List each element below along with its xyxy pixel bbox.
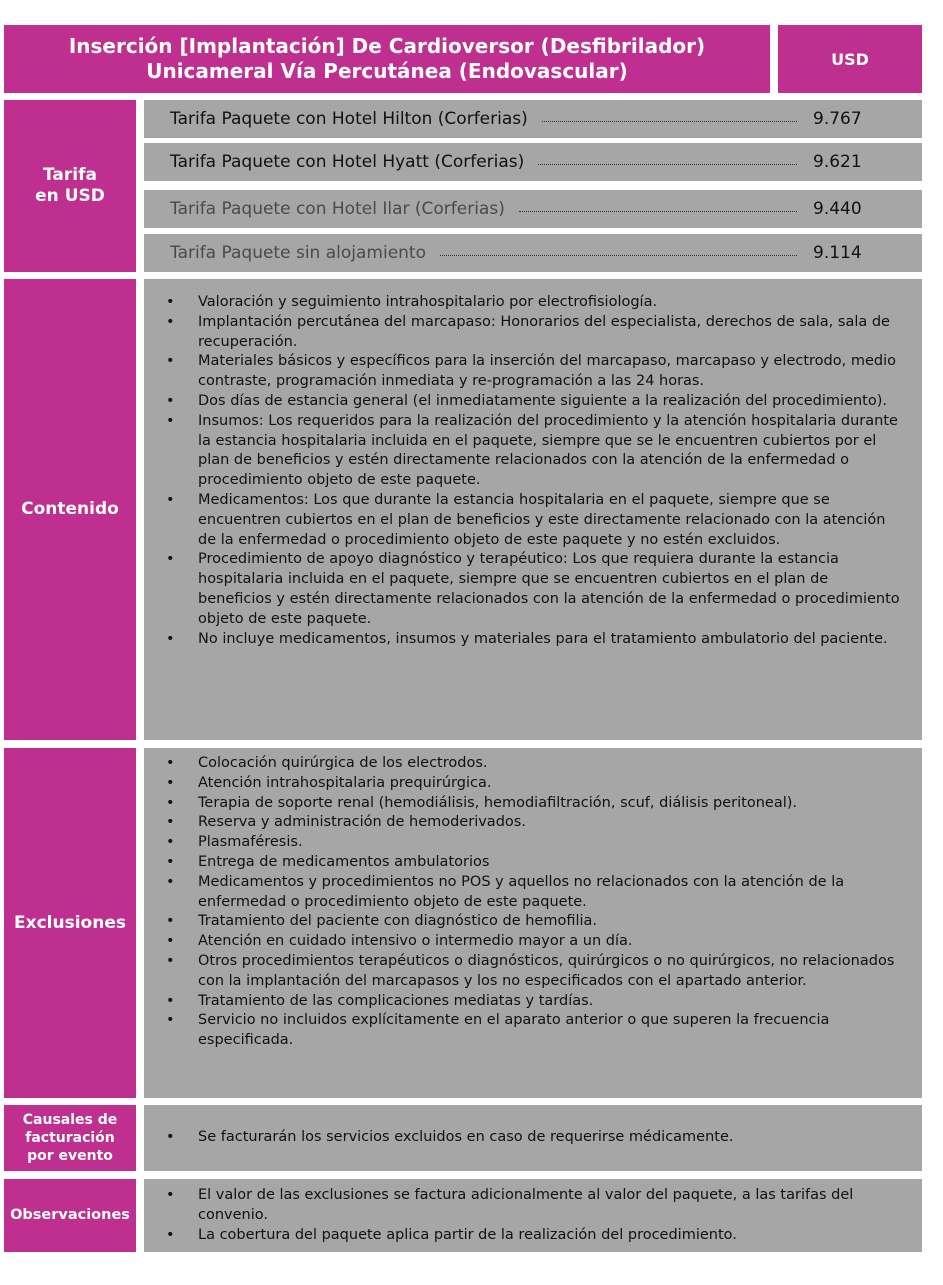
contenido-label: Contenido [4,279,136,740]
causales-list [152,1128,734,1148]
list-item: • Implantación percutánea del marcapaso: Honorarios del especialista, derechos de sala, sala de recuperación. [152,313,906,353]
rate-value: 9.114 [813,243,862,263]
rate-value: 9.440 [813,199,862,219]
list-item: • Materiales básicos y específicos para la inserción del marcapaso, marcapaso y electrodo, medio contraste, programación inmediata y re-programación a las 24 horas. [152,352,906,392]
list-item: • Servicio no incluidos explícitamente en el aparato anterior o que superen la frecuencia especificada. [152,1011,906,1051]
list-item: • Atención en cuidado intensivo o intermedio mayor a un día. [152,932,906,952]
dotted-leader [440,254,797,256]
list-item: • Colocación quirúrgica de los electrodos. [152,754,906,774]
currency-header: USD [778,25,922,93]
list-item: • Entrega de medicamentos ambulatorios [152,853,906,873]
causales-label-line3: por evento [27,1148,113,1164]
list-item: • Tratamiento de las complicaciones mediatas y tardías. [152,992,906,1012]
rate-name: Tarifa Paquete con Hotel Hilton (Corferias) [170,109,528,129]
rate-value: 9.767 [813,109,862,129]
observaciones-label: Observaciones [4,1179,136,1252]
list-item: • Atención intrahospitalaria prequirúrgica. [152,774,906,794]
rate-row-sin-alojamiento [144,234,922,272]
causales-label-line1: Causales de [22,1112,118,1128]
contenido-panel [144,279,922,740]
list-item: • No incluye medicamentos, insumos y materiales para el tratamiento ambulatorio del paciente. [152,630,906,650]
dotted-leader [538,163,797,165]
causales-label [4,1105,136,1171]
rate-name: Tarifa Paquete con Hotel Ilar (Corferias) [170,199,505,219]
observaciones-panel [144,1179,922,1252]
list-item: • Reserva y administración de hemoderivados. [152,813,906,833]
contenido-list [152,293,906,649]
rate-row-ilar [144,190,922,228]
rate-row-hilton [144,100,922,138]
rate-value: 9.621 [813,152,862,172]
list-item: • Medicamentos y procedimientos no POS y aquellos no relacionados con la atención de la enfermedad o procedimiento objeto de este paquete. [152,873,906,913]
causales-panel [144,1105,922,1171]
list-item: • Terapia de soporte renal (hemodiálisis, hemodiafiltración, scuf, diálisis peritoneal). [152,794,906,814]
exclusiones-list [152,754,906,1051]
package-title [4,25,770,93]
list-item: • El valor de las exclusiones se factura adicionalmente al valor del paquete, a las tarifas del convenio. [152,1186,906,1226]
causales-label-line2: facturación [25,1130,115,1146]
package-title-line1: Inserción [Implantación] De Cardioversor (Desfibrilador) [68,34,706,58]
list-item: • Tratamiento del paciente con diagnóstico de hemofilia. [152,912,906,932]
exclusiones-panel [144,748,922,1098]
list-item: • Dos días de estancia general (el inmediatamente siguiente a la realización del procedimiento). [152,392,906,412]
list-item: • Procedimiento de apoyo diagnóstico y terapéutico: Los que requiera durante la estancia hospitalaria incluida en el paquete, siempre que se encuentren cubiertos en el plan de beneficios y estén directamente relacionados con la atención de la enfermedad o procedimiento objeto de este paquete. [152,550,906,629]
list-item: • Otros procedimientos terapéuticos o diagnósticos, quirúrgicos o no quirúrgicos, no relacionados con la implantación del marcapasos y los no especificados con el apartado anterior. [152,952,906,992]
tarifa-label-line2: en USD [35,186,105,206]
rate-name: Tarifa Paquete con Hotel Hyatt (Corferias) [170,152,525,172]
tarifa-label-line1: Tarifa [43,165,97,185]
list-item: • Insumos: Los requeridos para la realización del procedimiento y la atención hospitalaria durante la estancia hospitalaria incluida en el paquete, siempre que se le encuentren cubiertos por el plan de beneficios y estén directamente relacionados con la atención de la enfermedad o procedimiento objeto de este paquete. [152,412,906,491]
list-item: • Valoración y seguimiento intrahospitalario por electrofisiología. [152,293,906,313]
list-item: • Plasmaféresis. [152,833,906,853]
dotted-leader [519,210,797,212]
dotted-leader [542,120,797,122]
package-title-line2: Unicameral Vía Percutánea (Endovascular) [146,59,628,83]
observaciones-list [152,1186,906,1245]
rate-row-hyatt [144,143,922,181]
exclusiones-label: Exclusiones [4,748,136,1098]
tarifa-label [4,100,136,272]
list-item: • Se facturarán los servicios excluidos en caso de requerirse médicamente. [152,1128,734,1148]
rate-name: Tarifa Paquete sin alojamiento [170,243,426,263]
list-item: • Medicamentos: Los que durante la estancia hospitalaria en el paquete, siempre que se encuentren cubiertos en el plan de beneficios y este directamente relacionado con la atención de la enfermedad o procedimiento objeto de este paquete y no estén excluidos. [152,491,906,550]
list-item: • La cobertura del paquete aplica partir de la realización del procedimiento. [152,1226,906,1246]
